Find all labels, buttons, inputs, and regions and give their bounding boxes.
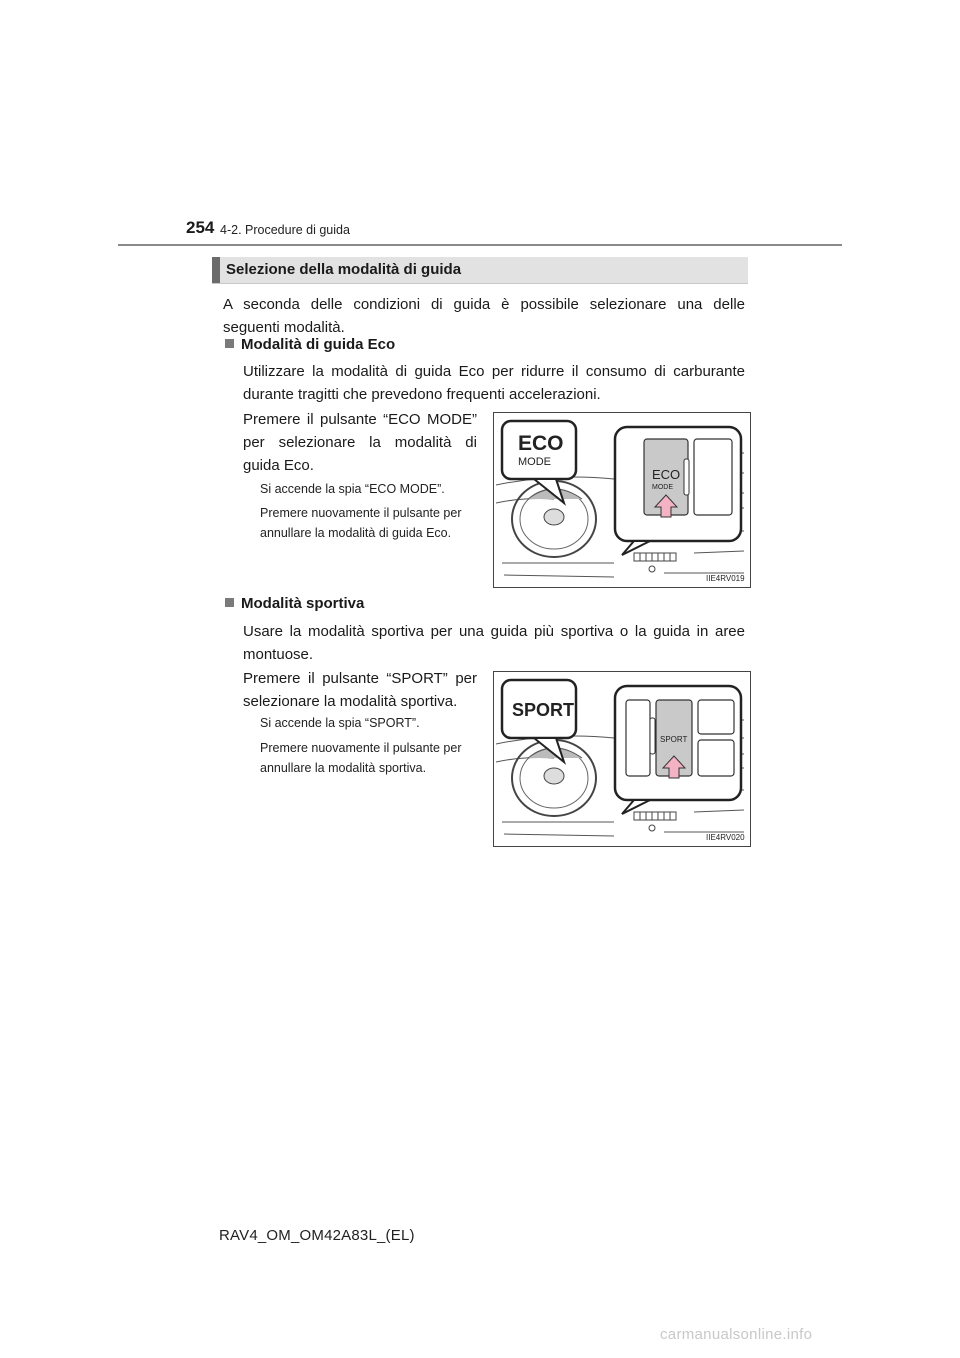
footer-doc-id: RAV4_OM_OM42A83L_(EL) — [219, 1227, 415, 1244]
sport-desc-line-2: montuose. — [243, 646, 314, 663]
header-rule — [118, 244, 842, 246]
eco-button-bottom: MODE — [652, 484, 673, 491]
bullet-square-icon — [225, 339, 234, 348]
eco-desc-line-1: Utilizzare la modalità di guida Eco per ridurre il consumo di carburante — [243, 363, 745, 380]
switch-row — [634, 812, 676, 831]
eco-figure — [493, 412, 751, 588]
sport-figure-code: IIE4RV020 — [706, 833, 745, 842]
sport-figure — [493, 671, 751, 847]
eco-desc-line-2: durante tragitti che prevedono frequenti accelerazioni. — [243, 386, 601, 403]
intro-line-1: A seconda delle condizioni di guida è possibile selezionare una delle — [223, 296, 745, 313]
sport-heading: Modalità sportiva — [225, 595, 364, 612]
sport-instr-line-2: selezionare la modalità sportiva. — [243, 693, 458, 710]
sport-note-2a: Premere nuovamente il pulsante per — [260, 741, 462, 755]
intro-line-2: seguenti modalità. — [223, 319, 345, 336]
eco-button-top: ECO — [652, 467, 681, 482]
bullet-square-icon — [225, 598, 234, 607]
section-title: 4-2. Procedure di guida — [220, 223, 350, 237]
eco-note-2a: Premere nuovamente il pulsante per — [260, 506, 462, 520]
eco-note-1: Si accende la spia “ECO MODE”. — [260, 482, 445, 496]
eco-instr-line-1: Premere il pulsante “ECO MODE” — [243, 411, 477, 428]
page-number: 254 — [186, 218, 215, 237]
sport-instr-line-1: Premere il pulsante “SPORT” per — [243, 670, 477, 687]
sport-button-label: SPORT — [660, 735, 688, 744]
watermark: carmanualsonline.info — [660, 1326, 813, 1343]
eco-instr-line-3: guida Eco. — [243, 457, 314, 474]
eco-note-2b: annullare la modalità di guida Eco. — [260, 526, 452, 540]
eco-instr-line-2: per selezionare la modalità di — [243, 434, 477, 451]
eco-heading: Modalità di guida Eco — [225, 336, 395, 353]
eco-callout-bottom: MODE — [518, 456, 551, 468]
eco-illustration — [494, 413, 750, 587]
eco-figure-code: IIE4RV019 — [706, 574, 745, 583]
sport-zoom-panel — [615, 686, 741, 814]
sport-callout-label: SPORT — [512, 700, 575, 720]
sport-desc-line-1: Usare la modalità sportiva per una guida più sportiva o la guida in aree — [243, 623, 745, 640]
eco-zoom-panel — [615, 427, 741, 555]
band-title: Selezione della modalità di guida — [226, 261, 462, 278]
sport-illustration — [494, 672, 750, 846]
band-marker — [212, 257, 220, 283]
sport-note-1: Si accende la spia “SPORT”. — [260, 716, 420, 730]
switch-row — [634, 553, 676, 572]
eco-callout-top: ECO — [518, 432, 564, 455]
section-band — [212, 257, 748, 284]
sport-note-2b: annullare la modalità sportiva. — [260, 761, 427, 775]
